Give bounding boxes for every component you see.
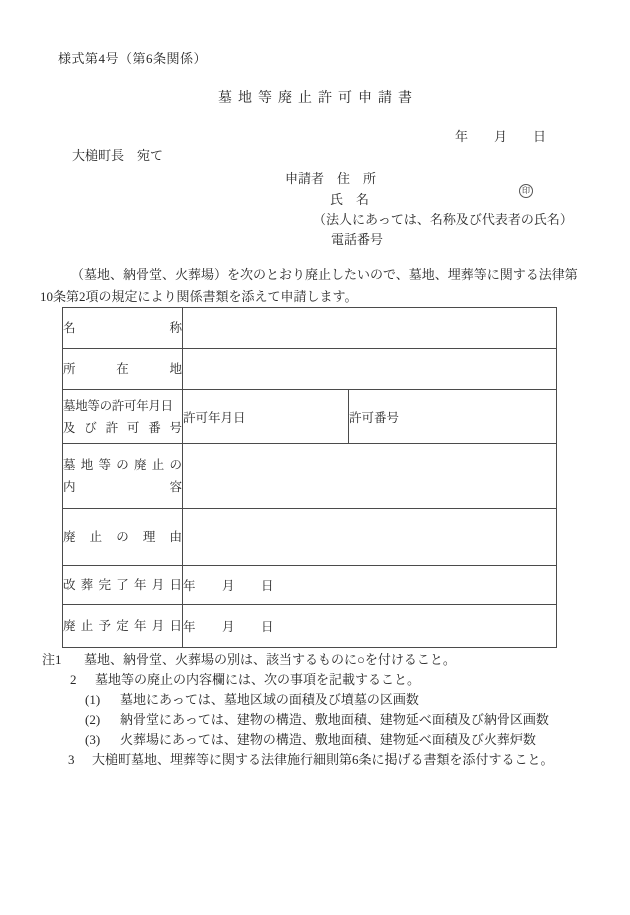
note-2-marker: 2: [70, 672, 77, 687]
notes-section: [42, 650, 602, 770]
label-permit-line1: 墓地等の許可年月日: [63, 398, 173, 413]
note-2-2-marker: (2): [85, 712, 101, 727]
field-permit-date: [183, 390, 349, 444]
field-reburial-date: 年 月 日: [183, 566, 557, 605]
page-title: 墓地等廃止許可申請書: [218, 91, 418, 106]
corporate-note: （法人にあっては、名称及び代表者の氏名）: [313, 212, 573, 227]
note-2-2-text: 納骨堂にあっては、建物の構造、敷地面積、建物延べ面積及び納骨区画数: [120, 712, 549, 727]
note-1-marker: 注1: [42, 652, 62, 667]
note-2-3: [42, 730, 602, 750]
field-abolition-content: [183, 444, 557, 509]
seal-mark-icon: 印: [519, 184, 533, 198]
permit-date-label: 許可年月日: [183, 410, 246, 425]
note-2: [42, 670, 602, 690]
note-2-1-marker: (1): [85, 692, 101, 707]
permit-number-label: 許可番号: [349, 410, 400, 425]
statement-line-2: 10条第2項の規定により関係書類を添えて申請します。: [40, 289, 358, 304]
note-3: [42, 750, 602, 770]
addressee: 大槌町長 宛て: [72, 148, 164, 163]
table-row-permit: [63, 390, 557, 444]
label-planned-date: 廃止予定年月日: [63, 605, 183, 648]
note-1-text: 墓地、納骨堂、火葬場の別は、該当するものに○を付けること。: [84, 652, 456, 667]
field-abolition-reason: [183, 509, 557, 566]
note-1: [42, 650, 602, 670]
field-name: [183, 308, 557, 349]
field-location: [183, 349, 557, 390]
table-row-reburial-date: [63, 566, 557, 605]
label-location: 所在地: [63, 349, 183, 390]
label-name: 名称: [63, 308, 183, 349]
label-abolition-content-line1: 墓地等の廃止の: [63, 458, 182, 472]
label-abolition-content-line2: 内容: [63, 480, 182, 494]
form-number: 様式第4号（第6条関係）: [58, 51, 208, 66]
label-reburial-date: 改葬完了年月日: [63, 566, 183, 605]
table-row-abolition-content: [63, 444, 557, 509]
application-table: [62, 307, 557, 648]
application-statement: [40, 264, 578, 308]
note-2-1: [42, 690, 602, 710]
table-row-abolition-reason: [63, 509, 557, 566]
statement-line-1: （墓地、納骨堂、火葬場）を次のとおり廃止したいので、墓地、埋葬等に関する法律第: [71, 267, 578, 282]
table-row-location: [63, 349, 557, 390]
label-abolition-reason: 廃止の理由: [63, 509, 183, 566]
applicant-address-label: 申請者 住 所: [285, 171, 377, 186]
note-2-2: [42, 710, 602, 730]
date-field: 年 月 日: [455, 129, 547, 144]
applicant-name-label: 氏 名: [330, 192, 370, 207]
table-row-name: [63, 308, 557, 349]
label-abolition-content: [63, 444, 183, 509]
note-2-1-text: 墓地にあっては、墓地区域の面積及び墳墓の区画数: [120, 692, 419, 707]
label-permit-line2: 及び許可番号: [63, 420, 182, 435]
phone-label: 電話番号: [331, 232, 384, 247]
note-2-3-text: 火葬場にあっては、建物の構造、敷地面積、建物延べ面積及び火葬炉数: [120, 732, 536, 747]
note-3-marker: 3: [68, 752, 75, 767]
note-2-3-marker: (3): [85, 732, 101, 747]
label-permit: [63, 390, 183, 444]
field-planned-date: 年 月 日: [183, 605, 557, 648]
note-2-text: 墓地等の廃止の内容欄には、次の事項を記載すること。: [95, 672, 421, 687]
note-3-text: 大槌町墓地、埋葬等に関する法律施行細則第6条に掲げる書類を添付すること。: [92, 752, 554, 767]
table-row-planned-date: [63, 605, 557, 648]
field-permit-number: [349, 390, 557, 444]
